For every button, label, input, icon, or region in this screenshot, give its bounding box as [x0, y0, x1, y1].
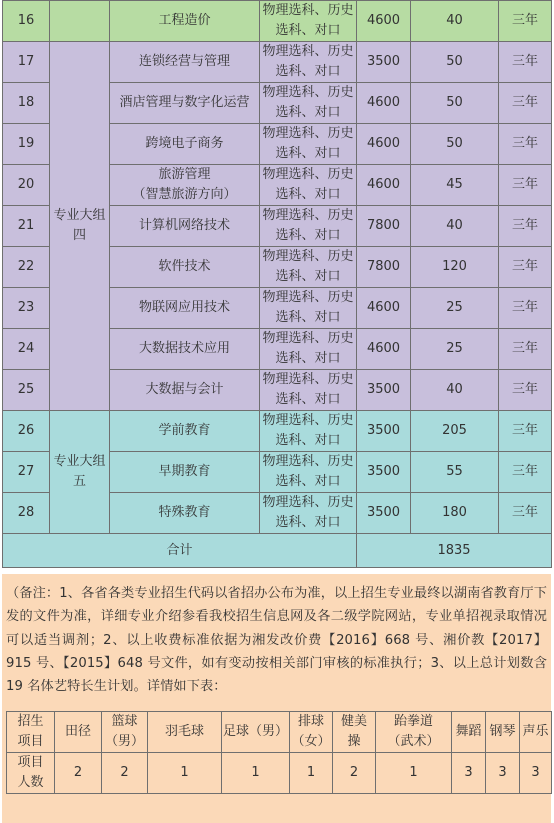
- subject-line-1: 物理选科、历史: [262, 290, 354, 305]
- subject-requirement: [260, 493, 357, 534]
- sports-count-cell: 3: [486, 753, 520, 794]
- subject-line-1: 物理选科、历史: [262, 167, 354, 182]
- subject-line-1: 物理选科、历史: [262, 3, 354, 18]
- sports-count-cell: 3: [452, 753, 486, 794]
- study-years: 三年: [499, 288, 552, 329]
- plan-count: 180: [411, 493, 499, 534]
- cell-line-2: （女）: [291, 734, 331, 749]
- tuition-fee: 3500: [357, 42, 411, 83]
- tuition-fee: 4600: [357, 165, 411, 206]
- sports-count-cell: 1: [376, 753, 452, 794]
- study-years: 三年: [499, 370, 552, 411]
- major-line-2: （智慧旅游方向）: [132, 187, 237, 202]
- tuition-fee: 4600: [357, 1, 411, 42]
- major-name: 特殊教育: [110, 493, 260, 534]
- subject-line-2: 选科、对口: [275, 351, 341, 366]
- study-years: 三年: [499, 452, 552, 493]
- subject-line-2: 选科、对口: [275, 310, 341, 325]
- row-number: 22: [3, 247, 50, 288]
- cell-line-1: 跆拳道: [393, 714, 433, 729]
- sports-header-cell: [102, 712, 148, 753]
- subject-line-1: 物理选科、历史: [262, 454, 354, 469]
- cell-line-1: 排球: [297, 714, 324, 729]
- study-years: 三年: [499, 165, 552, 206]
- cell-line-1: 足球（男）: [222, 724, 288, 739]
- cell-line-1: 羽毛球: [164, 724, 204, 739]
- plan-count: 25: [411, 329, 499, 370]
- total-value: 1835: [357, 534, 552, 568]
- subject-requirement: [260, 247, 357, 288]
- sports-count-cell: 1: [148, 753, 222, 794]
- subject-line-2: 选科、对口: [275, 228, 341, 243]
- tuition-fee: 7800: [357, 247, 411, 288]
- group-label-line-1: 专业大组: [53, 454, 106, 469]
- cell-line-1: 项目: [17, 755, 44, 770]
- tuition-fee: 3500: [357, 411, 411, 452]
- cell-line-1: 舞蹈: [455, 724, 482, 739]
- group-label-line-2: 四: [72, 228, 86, 243]
- cell-line-2: （男）: [104, 734, 144, 749]
- subject-line-1: 物理选科、历史: [262, 208, 354, 223]
- cell-line-2: 项目: [17, 734, 44, 749]
- group-five-label: [50, 411, 110, 534]
- subject-requirement: [260, 452, 357, 493]
- row-number: 24: [3, 329, 50, 370]
- sports-count-cell: 2: [102, 753, 148, 794]
- subject-requirement: [260, 42, 357, 83]
- subject-line-1: 物理选科、历史: [262, 495, 354, 510]
- sports-header-cell: [55, 712, 102, 753]
- tuition-fee: 4600: [357, 329, 411, 370]
- sports-header-cell: [520, 712, 552, 753]
- enrollment-table: [2, 0, 552, 568]
- row-number: 18: [3, 83, 50, 124]
- table-row: [3, 1, 552, 42]
- subject-requirement: [260, 411, 357, 452]
- subject-requirement: [260, 329, 357, 370]
- study-years: 三年: [499, 411, 552, 452]
- subject-line-1: 物理选科、历史: [262, 44, 354, 59]
- major-name: 酒店管理与数字化运营: [110, 83, 260, 124]
- row-number: 28: [3, 493, 50, 534]
- cell-line-1: 田径: [64, 724, 91, 739]
- study-years: 三年: [499, 83, 552, 124]
- sports-count-cell: 2: [333, 753, 376, 794]
- subject-requirement: [260, 165, 357, 206]
- sports-count-cell: 1: [222, 753, 290, 794]
- plan-count: 50: [411, 42, 499, 83]
- study-years: 三年: [499, 493, 552, 534]
- tuition-fee: 3500: [357, 370, 411, 411]
- remarks-text: （备注：1、各省各类专业招生代码以省招办公布为准，以上招生专业最终以湖南省教育厅下发的文件为准，详细专业介绍参看我校招生信息网及各二级学院网站，专业单招视录取情况可以适当调剂；2、以上收费标准依据为湘发改价费【2016】668 号、湘价教【2017】915 号、【2015】648 号文件，如有变动按相关部门审核的标准执行；3、以上总计划数含 19 名体艺特长生计划。详情如下表：: [6, 586, 547, 695]
- cell-line-1: 招生: [17, 714, 44, 729]
- major-name: 学前教育: [110, 411, 260, 452]
- tuition-fee: 4600: [357, 288, 411, 329]
- subject-line-2: 选科、对口: [275, 105, 341, 120]
- sports-count-cell: 1: [290, 753, 333, 794]
- study-years: 三年: [499, 42, 552, 83]
- major-name: 工程造价: [110, 1, 260, 42]
- major-name: 早期教育: [110, 452, 260, 493]
- plan-count: 205: [411, 411, 499, 452]
- subject-line-2: 选科、对口: [275, 146, 341, 161]
- remarks-panel: [2, 574, 551, 823]
- subject-line-2: 选科、对口: [275, 269, 341, 284]
- subject-line-1: 物理选科、历史: [262, 331, 354, 346]
- subject-line-2: 选科、对口: [275, 392, 341, 407]
- row-number: 16: [3, 1, 50, 42]
- tuition-fee: 4600: [357, 124, 411, 165]
- subject-line-1: 物理选科、历史: [262, 85, 354, 100]
- study-years: 三年: [499, 1, 552, 42]
- row-number: 21: [3, 206, 50, 247]
- major-name: 计算机网络技术: [110, 206, 260, 247]
- subject-requirement: [260, 370, 357, 411]
- subject-line-2: 选科、对口: [275, 64, 341, 79]
- plan-count: 50: [411, 83, 499, 124]
- plan-count: 50: [411, 124, 499, 165]
- major-line-1: 旅游管理: [158, 167, 211, 182]
- sports-header-cell: [290, 712, 333, 753]
- subject-requirement: [260, 288, 357, 329]
- cell-line-1: 钢琴: [489, 724, 516, 739]
- subject-line-2: 选科、对口: [275, 515, 341, 530]
- cell-line-2: 人数: [17, 775, 44, 790]
- plan-count: 40: [411, 370, 499, 411]
- group-four-label: [50, 42, 110, 411]
- sports-count-cell: 2: [55, 753, 102, 794]
- major-name: [110, 165, 260, 206]
- cell-line-2: 操: [347, 734, 361, 749]
- major-name: 跨境电子商务: [110, 124, 260, 165]
- sports-header-cell: [222, 712, 290, 753]
- major-name: 大数据技术应用: [110, 329, 260, 370]
- total-row: [3, 534, 552, 568]
- sports-quota-table: [6, 711, 552, 794]
- subject-requirement: [260, 206, 357, 247]
- tuition-fee: 7800: [357, 206, 411, 247]
- total-label: 合计: [3, 534, 357, 568]
- row-number: 19: [3, 124, 50, 165]
- study-years: 三年: [499, 247, 552, 288]
- subject-line-2: 选科、对口: [275, 187, 341, 202]
- plan-count: 55: [411, 452, 499, 493]
- row-number: 23: [3, 288, 50, 329]
- sports-header-cell: [333, 712, 376, 753]
- sports-header-row: [7, 712, 552, 753]
- tuition-fee: 3500: [357, 493, 411, 534]
- major-name: 软件技术: [110, 247, 260, 288]
- study-years: 三年: [499, 329, 552, 370]
- row-number: 17: [3, 42, 50, 83]
- sports-header-cell: [486, 712, 520, 753]
- subject-line-1: 物理选科、历史: [262, 126, 354, 141]
- sports-header-cell: [452, 712, 486, 753]
- subject-line-2: 选科、对口: [275, 474, 341, 489]
- sports-header-cell: [148, 712, 222, 753]
- sports-count-cell: [7, 753, 55, 794]
- plan-count: 120: [411, 247, 499, 288]
- group-label-line-1: 专业大组: [53, 208, 106, 223]
- sports-count-cell: 3: [520, 753, 552, 794]
- study-years: 三年: [499, 206, 552, 247]
- plan-count: 40: [411, 206, 499, 247]
- subject-requirement: [260, 124, 357, 165]
- sports-header-cell: [7, 712, 55, 753]
- table-row: [3, 411, 552, 452]
- subject-line-1: 物理选科、历史: [262, 372, 354, 387]
- major-name: 物联网应用技术: [110, 288, 260, 329]
- study-years: 三年: [499, 124, 552, 165]
- major-name: 大数据与会计: [110, 370, 260, 411]
- cell-line-1: 篮球: [111, 714, 138, 729]
- subject-line-1: 物理选科、历史: [262, 413, 354, 428]
- cell-line-1: 健美: [340, 714, 367, 729]
- tuition-fee: 4600: [357, 83, 411, 124]
- row-number: 20: [3, 165, 50, 206]
- subject-line-2: 选科、对口: [275, 23, 341, 38]
- subject-line-1: 物理选科、历史: [262, 249, 354, 264]
- major-name: 连锁经营与管理: [110, 42, 260, 83]
- sports-count-row: [7, 753, 552, 794]
- row-number: 25: [3, 370, 50, 411]
- enrollment-table-body: [3, 1, 552, 568]
- plan-count: 45: [411, 165, 499, 206]
- subject-requirement: [260, 83, 357, 124]
- cell-line-2: （武术）: [387, 734, 440, 749]
- table-row: [3, 42, 552, 83]
- cell-line-1: 声乐: [522, 724, 549, 739]
- plan-count: 40: [411, 1, 499, 42]
- subject-line-2: 选科、对口: [275, 433, 341, 448]
- subject-requirement: [260, 1, 357, 42]
- row-number: 27: [3, 452, 50, 493]
- sports-header-cell: [376, 712, 452, 753]
- group-cell: [50, 1, 110, 42]
- group-label-line-2: 五: [72, 474, 86, 489]
- plan-count: 25: [411, 288, 499, 329]
- tuition-fee: 3500: [357, 452, 411, 493]
- row-number: 26: [3, 411, 50, 452]
